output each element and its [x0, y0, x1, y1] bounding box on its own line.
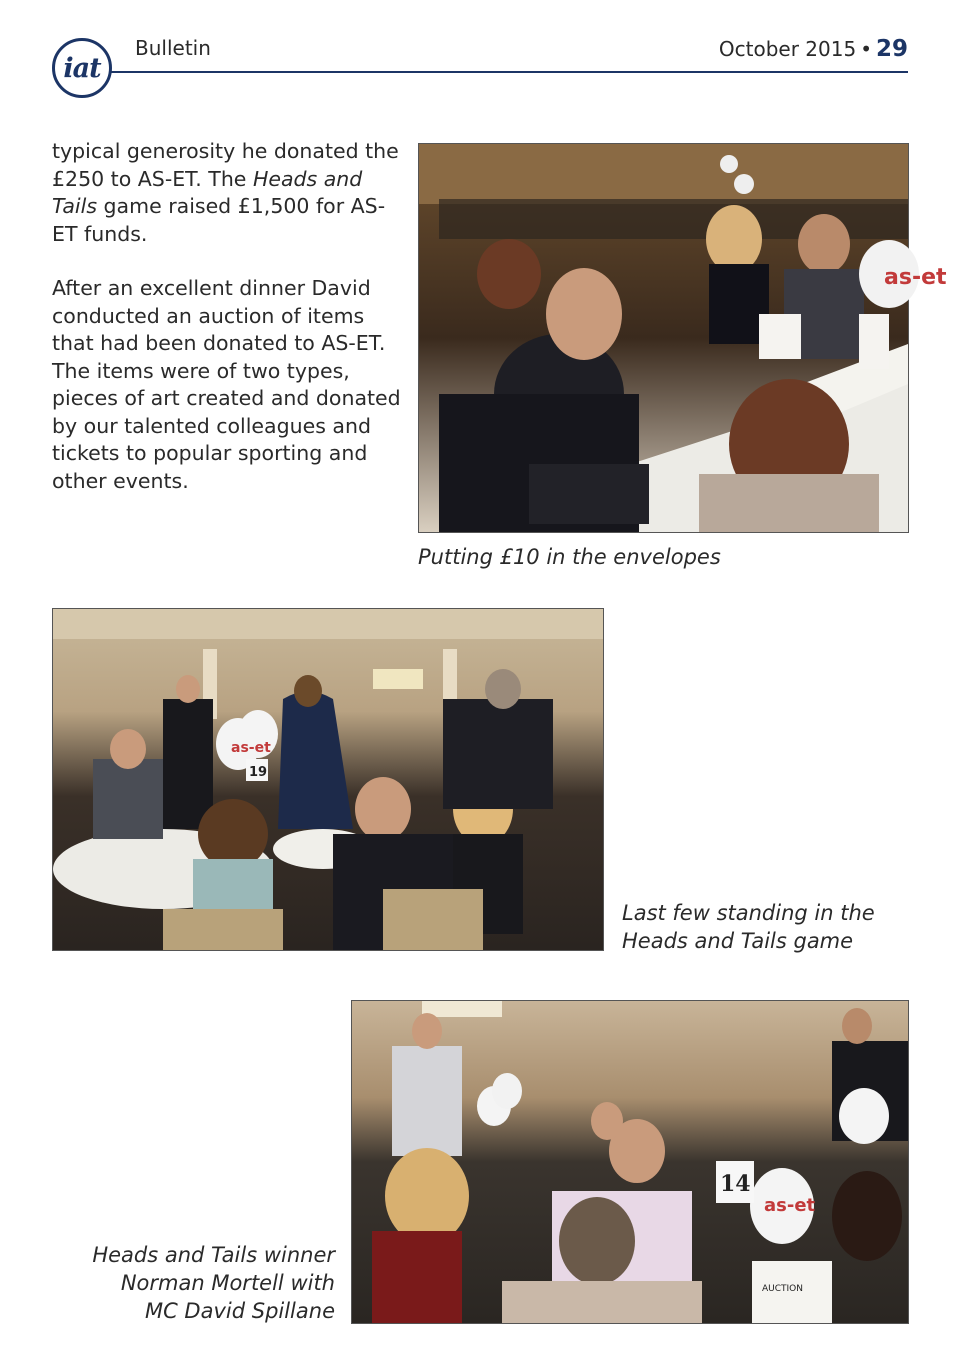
auction-card-text: AUCTION — [762, 1284, 803, 1294]
paragraph-1-text-b: game raised £1,500 for AS-ET funds. — [52, 194, 386, 246]
caption-2-line-1: Last few standing in the — [622, 901, 875, 925]
issue-date — [719, 36, 908, 62]
header-rule — [110, 71, 908, 73]
caption-3-line-2: Norman Mortell with — [120, 1271, 335, 1295]
article-paragraph-1 — [52, 138, 402, 248]
article-body — [52, 138, 402, 522]
game-title: Heads and Tails — [52, 166, 363, 218]
photo-winner — [351, 1000, 909, 1324]
caption-envelopes: Putting £10 in the envelopes — [418, 545, 721, 569]
article-paragraph-2: After an excellent dinner David conducted an auction of items that had been donated to AS-ET. The items were of two types, pieces of art created and donated by our talented colleagues and tickets to popular sporting and other events. — [52, 276, 401, 493]
photo-heads-tails-image — [53, 609, 603, 950]
paragraph-1-text-a: typical generosity he donated the £250 to AS-ET. The — [52, 139, 399, 191]
table-number-14: 14 — [720, 1171, 751, 1197]
balloon-3-logo: as-et — [764, 1195, 816, 1216]
caption-2-line-2: Heads and Tails game — [622, 929, 854, 953]
table-number-19: 19 — [249, 765, 268, 780]
caption-3-line-1: Heads and Tails winner — [92, 1243, 335, 1267]
photo-heads-tails — [52, 608, 604, 951]
photo-envelopes — [418, 143, 947, 533]
caption-winner — [52, 1241, 335, 1325]
issue-date-text: October 2015 — [718, 37, 857, 61]
page-number: 29 — [875, 36, 908, 62]
photo-winner-image — [352, 1001, 908, 1323]
balloon-1-logo: as-et — [884, 265, 947, 290]
balloon-2-logo: as-et — [231, 740, 271, 756]
section-title: Bulletin — [135, 36, 211, 60]
photo-envelopes-image — [419, 144, 947, 532]
caption-heads-tails — [622, 899, 922, 955]
iat-logo: iat — [52, 38, 112, 98]
bullet-separator: • — [860, 37, 872, 61]
caption-3-line-3: MC David Spillane — [144, 1299, 335, 1323]
